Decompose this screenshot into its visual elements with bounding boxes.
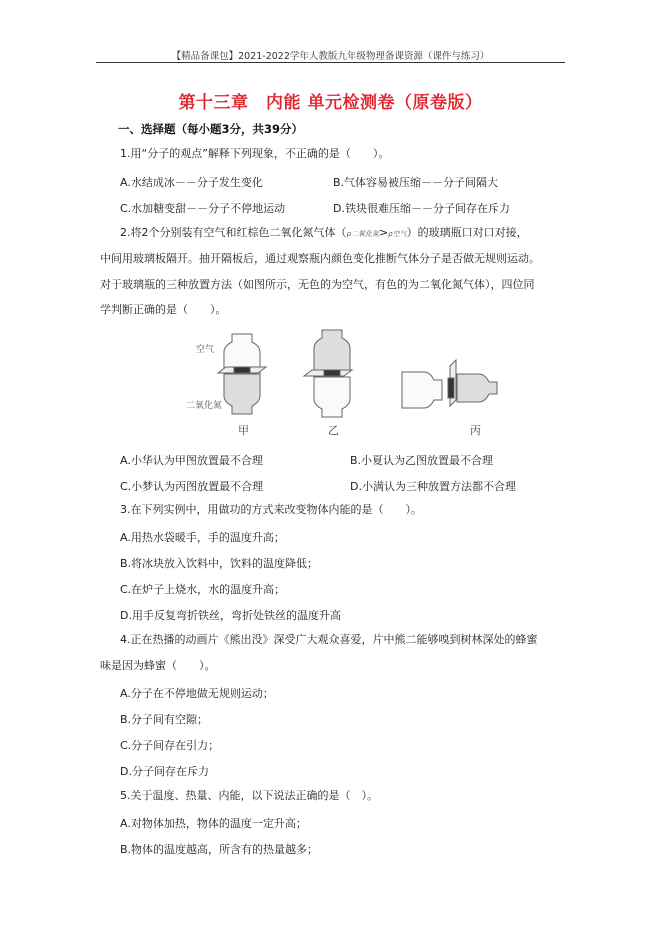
figure-jia: [218, 334, 266, 414]
bottle-diagrams: [180, 322, 540, 442]
greater-than-symbol: >: [378, 226, 389, 239]
q2-line-1-start: 2.将2个分别装有空气和红棕色二氧化氮气体（: [120, 226, 347, 239]
q1-option-d: D.铁块很难压缩－－分子间存在斥力: [333, 202, 510, 215]
q4-line-1: 4.正在热播的动画片《熊出没》深受广大观众喜爱，片中熊二能够嗅到树林深处的蜂蜜: [120, 633, 538, 646]
q5-option-b: B.物体的温度越高，所含有的热量越多；: [120, 843, 319, 856]
q4-option-a: A.分子在不停地做无规则运动；: [120, 687, 274, 700]
q1-option-b: B.气体容易被压缩－－分子间隔大: [333, 176, 499, 189]
bottle-figure: [180, 322, 540, 446]
caption-bing: 丙: [470, 424, 481, 437]
q1-option-c: C.水加糖变甜－－分子不停地运动: [120, 202, 286, 215]
figure-yi: [304, 330, 352, 417]
q2-line-1-end: ）的玻璃瓶口对口对接，: [406, 226, 528, 239]
page-header: 【精品备课包】2021-2022学年人教版九年级物理备课资源（课件与练习）: [171, 51, 490, 62]
q3-option-b: B.将冰块放入饮料中，饮料的温度降低；: [120, 557, 319, 570]
q3-stem: 3.在下列实例中，用做功的方式来改变物体内能的是（ ）。: [120, 503, 422, 516]
q3-option-c: C.在炉子上烧水，水的温度升高；: [120, 583, 286, 596]
q2-line-3: 对于玻璃瓶的三种放置方法（如图所示，无色的为空气，有色的为二氧化氮气体），四位同: [100, 278, 535, 291]
q2-line-4: 学判断正确的是（ ）。: [100, 303, 227, 316]
caption-yi: 乙: [328, 424, 339, 437]
q4-option-d: D.分子间存在斥力: [120, 765, 209, 778]
header-divider: [96, 62, 565, 63]
q2-option-c: C.小梦认为丙图放置最不合理: [120, 480, 264, 493]
label-air: 空气: [196, 345, 215, 355]
q2-option-a: A.小华认为甲图放置最不合理: [120, 454, 263, 467]
q1-option-a: A.水结成冰－－分子发生变化: [120, 176, 263, 189]
q2-option-d: D.小满认为三种放置方法都不合理: [350, 480, 516, 493]
page-title: 第十三章 内能 单元检测卷（原卷版）: [178, 93, 483, 113]
q2-line-1: [120, 226, 528, 241]
q2-line-2: 中间用玻璃板隔开。抽开隔板后，通过观察瓶内颜色变化推断气体分子是否做无规则运动。: [100, 252, 540, 265]
q1-stem: 1.用“分子的观点”解释下列现象，不正确的是（ ）。: [120, 147, 390, 160]
density-no2: ρ二氧化氮: [346, 230, 379, 238]
caption-jia: 甲: [238, 424, 249, 437]
q3-option-a: A.用热水袋暖手，手的温度升高；: [120, 531, 285, 544]
section-heading: 一、选择题（每小题3分，共39分）: [118, 122, 304, 136]
figure-bing: [402, 360, 497, 408]
q4-line-2: 味是因为蜂蜜（ ）。: [100, 659, 216, 672]
q3-option-d: D.用手反复弯折铁丝，弯折处铁丝的温度升高: [120, 609, 341, 622]
q4-option-c: C.分子间存在引力；: [120, 739, 220, 752]
q4-option-b: B.分子间有空隙；: [120, 713, 209, 726]
q5-option-a: A.对物体加热，物体的温度一定升高；: [120, 817, 307, 830]
q5-stem: 5.关于温度、热量、内能，以下说法正确的是（ ）。: [120, 789, 378, 802]
label-no2: 二氧化氮: [186, 401, 223, 411]
q2-option-b: B.小夏认为乙图放置最不合理: [350, 454, 494, 467]
density-air: ρ空气: [388, 230, 407, 238]
